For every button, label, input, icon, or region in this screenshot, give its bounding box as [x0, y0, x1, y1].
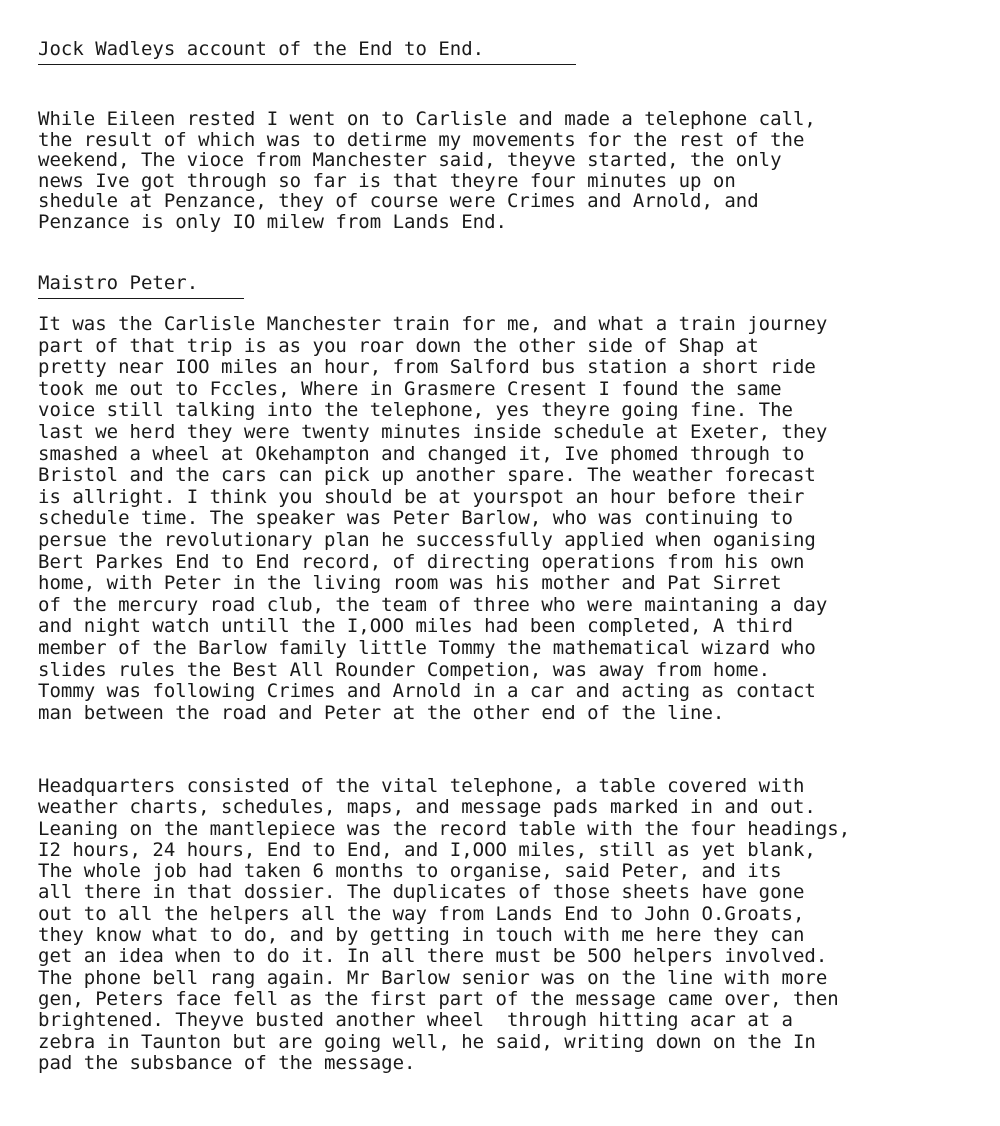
text-line: weather charts, schedules, maps, and message pads marked in and out. [38, 796, 816, 819]
text-line: get an idea when to do it. In all there must be 5OO helpers involved. [38, 945, 828, 968]
text-line: part of that trip is as you roar down the other side of Shap at [38, 334, 759, 357]
text-line: pad the subsbance of the message. [38, 1051, 416, 1074]
text-line: and night watch untill the I,OOO miles had been completed, A third [38, 615, 793, 638]
text-line: schedule time. The speaker was Peter Barlow, who was continuing to [38, 507, 793, 530]
text-line: they know what to do, and by getting in touch with me here they can [38, 924, 805, 947]
paragraph-1 [38, 109, 816, 233]
text-line: The phone bell rang again. Mr Barlow senior was on the line with more [38, 966, 828, 989]
text-line: member of the Barlow family little Tommy the mathematical wizard who [38, 636, 816, 659]
text-line: brightened. Theyve busted another wheel through hitting acar at a [38, 1009, 793, 1032]
text-line: all there in that dossier. The duplicates of those sheets have gone [38, 881, 805, 904]
paragraph-2 [38, 314, 827, 724]
text-line: While Eileen rested I went on to Carlisle and made a telephone call, [38, 108, 816, 130]
text-line: of the mercury road club, the team of three who were maintaning a day [38, 593, 828, 616]
text-line: gen, Peters face fell as the first part of the message came over, then [38, 987, 839, 1010]
text-line: shedule at Penzance, they of course were Crimes and Arnold, and [38, 190, 759, 213]
text-line: man between the road and Peter at the other end of the line. [38, 701, 725, 724]
text-line: pretty near IOO miles an hour, from Salford bus station a short ride [38, 356, 816, 379]
section-heading: Maistro Peter. [38, 272, 244, 299]
text-line: weekend, The vioce from Manchester said, theyve started, the only [38, 149, 782, 172]
text-line: Tommy was following Crimes and Arnold in a car and acting as contact [38, 680, 816, 703]
text-line: I2 hours, 24 hours, End to End, and I,OOO miles, still as yet blank, [38, 838, 816, 861]
document-title: Jock Wadleys account of the End to End. [38, 38, 576, 65]
text-line: persue the revolutionary plan he successfully applied when oganising [38, 528, 816, 551]
text-line: out to all the helpers all the way from Lands End to John O.Groats, [38, 902, 805, 925]
text-line: Bert Parkes End to End record, of directing operations from his own [38, 550, 805, 573]
text-line: took me out to Fccles, Where in Grasmere Cresent I found the same [38, 377, 782, 400]
paragraph-3 [38, 776, 850, 1074]
text-line: Leaning on the mantlepiece was the record table with the four headings, [38, 817, 851, 840]
text-line: The whole job had taken 6 months to organise, said Peter, and its [38, 860, 782, 883]
text-line: last we herd they were twenty minutes inside schedule at Exeter, they [38, 420, 828, 443]
text-line: news Ive got through so far is that theyre four minutes up on [38, 169, 736, 192]
text-line: It was the Carlisle Manchester train for me, and what a train journey [38, 313, 828, 335]
text-line: smashed a wheel at Okehampton and changed it, Ive phomed through to [38, 442, 805, 465]
text-line: the result of which was to detirme my movements for the rest of the [38, 128, 805, 151]
text-line: is allright. I think you should be at yourspot an hour before their [38, 485, 805, 508]
text-line: slides rules the Best All Rounder Compe​tion, was away from home. [38, 658, 771, 681]
text-line: voice still talking into the telephone, yes theyre going fine. The [38, 399, 793, 422]
text-line: zebra in Taunton but are going well, he said, writing down on the In [38, 1030, 816, 1053]
text-line: Headquarters consisted of the vital telephone, a table covered with [38, 775, 805, 797]
text-line: home, with Peter in the living room was his mother and Pat Sirret [38, 572, 782, 595]
text-line: Bristol and the cars can pick up another spare. The weather forecast [38, 464, 816, 487]
text-line: Penzance is only IO milew from Lands End. [38, 210, 507, 233]
